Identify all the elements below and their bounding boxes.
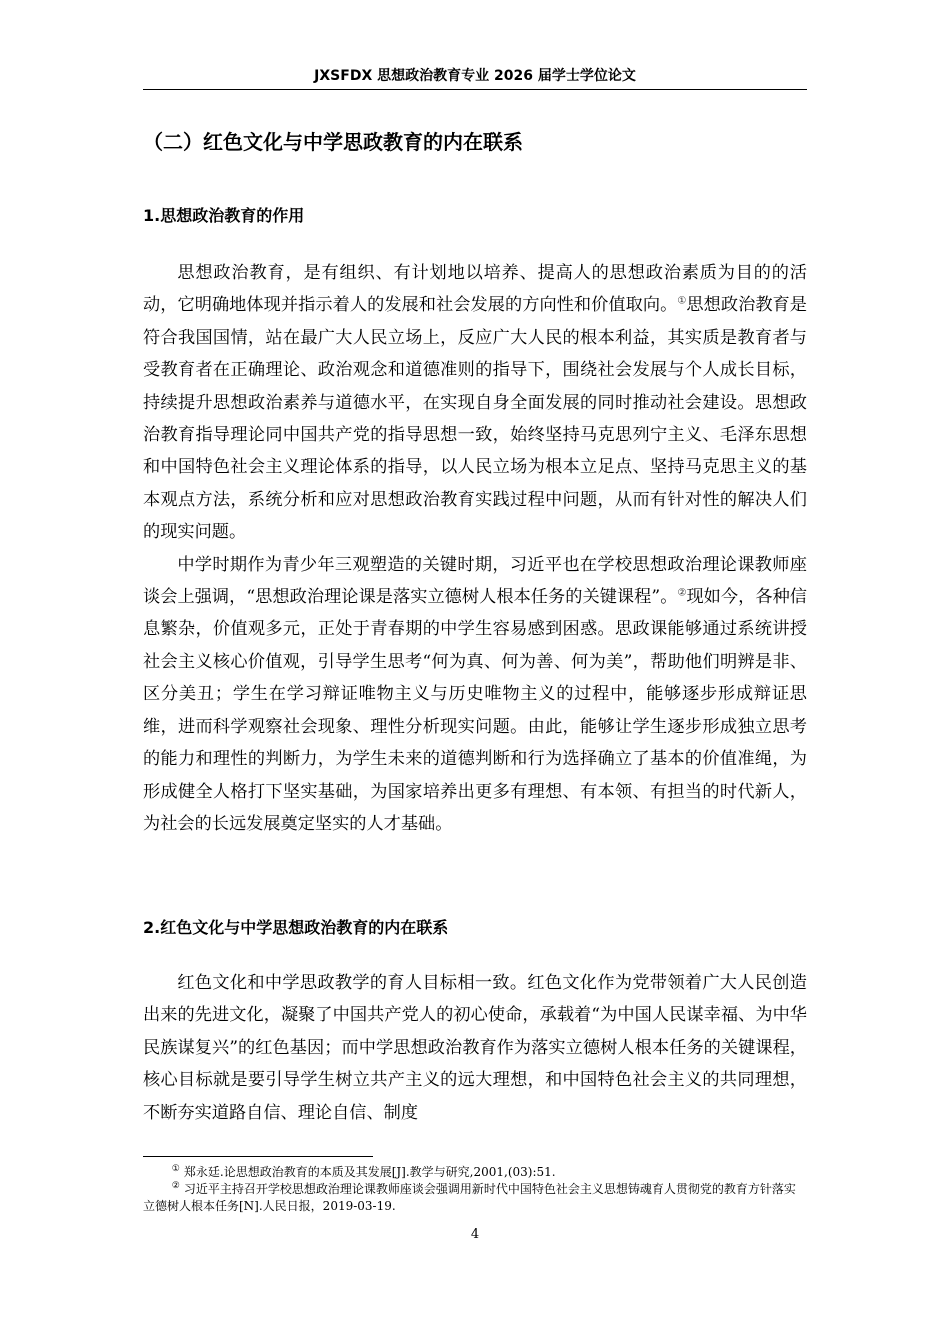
paragraph-2-text-a: 中学时期作为青少年三观塑造的关键时期，习近平也在学校思想政治理论课教师座谈会上强调，“思想政治理论课是落实立德树人根本任务的关键课程”。: [143, 554, 807, 608]
page-number: 4: [470, 1227, 480, 1242]
footnote-ref-2[interactable]: ②: [677, 587, 687, 599]
footnote-2: [143, 1181, 807, 1215]
footnote-1-mark: ①: [171, 1164, 180, 1174]
footnote-1-text: 郑永廷.论思想政治教育的本质及其发展[J].教学与研究,2001,(03):51.: [183, 1165, 556, 1179]
footnote-separator: [143, 1156, 373, 1157]
paragraph-1-text-a: 思想政治教育，是有组织、有计划地以培养、提高人的思想政治素质为目的的活动，它明确地体现并指示着人的发展和社会发展的方向性和价值取向。: [143, 263, 807, 316]
subsection-heading-1: 1.思想政治教育的作用: [143, 206, 305, 225]
subsection-2-body: [143, 967, 807, 1129]
paragraph-1-text-b: 思想政治教育是符合我国国情，站在最广大人民立场上，反应广大人民的根本利益，其实质是教育者与受教育者在正确理论、政治观念和道德准则的指导下，围绕社会发展与个人成长目标，持续提升思想政治素养与道德水平，在实现自身全面发展的同时推动社会建设。思想政治教育指导理论同中国共产党的指导思想一致，始终坚持马克思列宁主义、毛泽东思想和中国特色社会主义理论体系的指导，以人民立场为根本立足点、坚持马克思主义的基本观点方法，系统分析和应对思想政治教育实践过程中问题，从而有针对性的解决人们的现实问题。: [143, 295, 807, 543]
footnote-1: [143, 1164, 807, 1181]
footnote-2-text: 习近平主持召开学校思想政治理论课教师座谈会强调用新时代中国特色社会主义思想铸魂育人贯彻党的教育方针落实立德树人根本任务[N].人民日报，2019-03-19.: [143, 1182, 796, 1213]
footnote-ref-1[interactable]: ①: [677, 295, 687, 307]
section-title: （二）红色文化与中学思政教育的内在联系: [143, 130, 523, 154]
running-header: JXSFDX 思想政治教育专业 2026 届学士学位论文: [314, 68, 636, 84]
paragraph-1: [143, 257, 807, 549]
paragraph-2-text-b: 现如今，各种信息繁杂，价值观多元，正处于青春期的中学生容易感到困惑。思政课能够通过系统讲授社会主义核心价值观，引导学生思考“何为真、何为善、何为美”，帮助他们明辨是非、区分美丑；学生在学习辩证唯物主义与历史唯物主义的过程中，能够逐步形成辩证思维，进而科学观察社会现象、理性分析现实问题。由此，能够让学生逐步形成独立思考的能力和理性的判断力，为学生未来的道德判断和行为选择确立了基本的价值准绳，为形成健全人格打下坚实基础，为国家培养出更多有理想、有本领、有担当的时代新人，为社会的长远发展奠定坚实的人才基础。: [143, 587, 807, 834]
footnote-2-mark: ②: [171, 1181, 180, 1191]
footnotes: [143, 1164, 807, 1215]
paragraph-2: [143, 549, 807, 841]
subsection-heading-2: 2.红色文化与中学思想政治教育的内在联系: [143, 918, 449, 937]
header-rule: [143, 89, 807, 90]
subsection-1-body: [143, 257, 807, 840]
paragraph-3: 红色文化和中学思政教学的育人目标相一致。红色文化作为党带领着广大人民创造出来的先进文化，凝聚了中国共产党人的初心使命，承载着“为中国人民谋幸福、为中华民族谋复兴”的红色基因；而中学思想政治教育作为落实立德树人根本任务的关键课程，核心目标就是要引导学生树立共产主义的远大理想，和中国特色社会主义的共同理想，不断夯实道路自信、理论自信、制度: [143, 973, 807, 1123]
